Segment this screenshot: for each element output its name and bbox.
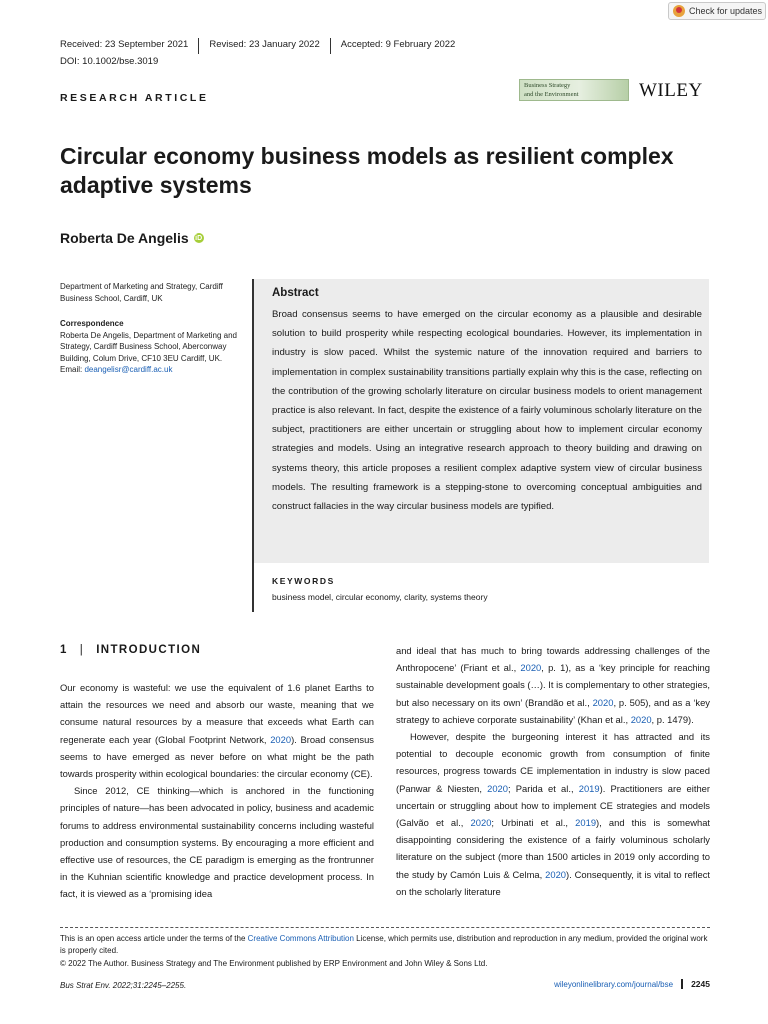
journal-url-link[interactable]: wileyonlinelibrary.com/journal/bse (554, 979, 674, 989)
journal-citation: Bus Strat Env. 2022;31:2245–2255. (60, 981, 187, 990)
footer-right (554, 979, 710, 989)
revised-date: Revised: 23 January 2022 (199, 38, 330, 54)
crossmark-icon (673, 5, 685, 17)
article-dates (60, 38, 465, 54)
footnote-divider (60, 927, 710, 928)
abstract-heading: Abstract (272, 287, 319, 299)
text-run: This is an open access article under the terms of the (60, 934, 248, 943)
license-text (60, 933, 710, 958)
section-number: 1 (60, 644, 68, 656)
orcid-icon[interactable]: iD (195, 234, 203, 242)
citation-link[interactable]: 2019 (578, 782, 600, 794)
text-run: License, which permits use, distribution and reproduction in any medium, provided the original work is properly cited. (60, 934, 708, 956)
article-type: RESEARCH ARTICLE (60, 92, 209, 104)
text-run: ). Practitioners are either uncertain or struggling about how to implement CE strategies and models (Galvão et al., (396, 782, 710, 829)
author-name: Roberta De Angelis (60, 230, 189, 246)
text-run: ). Consequently, it is vital to reflect on the scholarly literature (396, 868, 710, 897)
journal-logo (519, 79, 629, 101)
doi: DOI: 10.1002/bse.3019 (60, 56, 159, 67)
correspondence-heading: Correspondence (60, 319, 124, 328)
abstract-box (252, 279, 710, 612)
check-for-updates-label: Check for updates (689, 6, 763, 16)
citation-link[interactable]: 2020 (470, 817, 492, 829)
section-separator: | (79, 644, 85, 656)
text-run: , p. 505), and as a ‘key strategy to achieve corporate sustainability’ (Khan et al., (396, 696, 710, 725)
text-run: ; Parida et al., (507, 782, 579, 794)
citation-link[interactable]: 2019 (575, 817, 597, 829)
citation-link[interactable]: 2020 (545, 868, 567, 880)
article-title: Circular economy business models as resilient complex adaptive systems (60, 143, 674, 198)
copyright-text: © 2022 The Author. Business Strategy and The Environment published by ERP Environment and John Wiley & Sons Ltd. (60, 958, 488, 968)
keywords-text: business model, circular economy, clarity, systems theory (272, 592, 488, 602)
text-run: ), and this is somewhat disappointing considering the existence of a fairly voluminous scholarly literature on the subject (more than 1500 articles in 2019 only according to the study by Camón Luis & Celma, (396, 817, 711, 880)
affiliation: Department of Marketing and Strategy, Cardiff Business School, Cardiff, UK (60, 282, 223, 303)
text-run: ; Urbinati et al., (491, 817, 576, 829)
section-heading (60, 644, 201, 656)
abstract-text: Broad consensus seems to have emerged on the circular economy as a plausible and desirable solution to build prosperity while respecting ecological boundaries. However, its implementation in industry is slow paced. Whilst the systemic nature of the innovation required and barriers to implementation in complex sustainability transitions partially explain why this is the case, reflecting on the contribution of the growing scholarly literature on circular business models to orient management practice is also relevant. In fact, despite the existence of a fairly voluminous scholarly literature on the subject, practitioners are either uncertain or struggling about how to implement circular economy strategies and models. Using an integrative research approach to theory building and drawing on systems theory, this article proposes a resilient complex adaptive system view of circular business models. The resulting framework is a stepping-stone to overcoming conceptual ambiguities and construct fallacies in the way circular business models are typified. (272, 309, 702, 513)
correspondence-email-line (60, 364, 250, 376)
correspondence-block (60, 318, 250, 376)
check-for-updates-button[interactable] (668, 2, 766, 20)
correspondence-body: Roberta De Angelis, Department of Marketing and Strategy, Cardiff Business School, Aberconway Building, Colum Drive, CF10 3EU Cardiff, UK. (60, 330, 237, 363)
left-text-column (60, 679, 374, 903)
paragraph (60, 679, 374, 782)
affiliation-column (60, 281, 250, 376)
accepted-date: Accepted: 9 February 2022 (340, 39, 456, 50)
page-number: 2245 (681, 979, 710, 989)
text-run: , p. 1479). (651, 713, 694, 725)
paragraph (396, 642, 710, 728)
citation-link[interactable]: 2020 (592, 696, 614, 708)
text-run: and ideal that has much to bring towards addressing challenges of the Anthropocene’ (Friant et al., (396, 645, 710, 674)
paragraph (60, 782, 374, 902)
right-text-column (396, 642, 710, 900)
citation-link[interactable]: 2020 (520, 662, 542, 674)
text-run: ). Broad consensus seems to have emerged as never before on what might be the path towards prosperity within ecological boundaries: the circular economy (CE). (60, 733, 374, 780)
citation-link[interactable]: 2020 (487, 782, 508, 794)
journal-logo-line2: and the Environment (524, 90, 579, 98)
citation-link[interactable]: 2020 (630, 713, 652, 725)
license-footnote (60, 933, 710, 970)
citation-link[interactable]: 2020 (270, 733, 292, 745)
text-run: , p. 1), as a ‘key principle for reaching sustainable development goals (…). It is complementary to other strategies, but also necessary on its own’ (Brandão et al., (396, 662, 710, 708)
received-date: Received: 23 September 2021 (60, 38, 199, 54)
email-label: Email: (60, 365, 85, 374)
paragraph (396, 728, 710, 900)
text-run: Our economy is wasteful: we use the equivalent of 1.6 planet Earths to attain the resources we need and absorb our waste, meaning that we consume natural resources by a measure that exceeds what Earth can regenerate each year (Global Footprint Network, (60, 682, 374, 745)
email-link[interactable]: deangelisr@cardiff.ac.uk (84, 365, 173, 374)
section-title: INTRODUCTION (96, 644, 202, 656)
text-run: Since 2012, CE thinking—which is anchored in the functioning principles of nature—has been advocated in policy, business and academic forums to address environmental sustainability concerns including wasteful production and consumption systems. By encouraging a more efficient and effective use of resources, the CE paradigm is emerging as the frontrunner in the Kuhnian scientific knowledge and practice development process. In fact, it is viewed as a ‘promising idea (60, 785, 374, 900)
text-run: However, despite the burgeoning interest it has attracted and its potential to decouple economic growth from consumption of finite resources, progress towards CE implementation in industry is slow paced (Panwar & Niesten, (396, 731, 710, 794)
keywords-heading: KEYWORDS (272, 576, 335, 586)
publisher-logo: WILEY (639, 80, 703, 101)
license-link[interactable]: Creative Commons Attribution (247, 934, 354, 943)
journal-logo-line1: Business Strategy (524, 82, 571, 89)
author-line (60, 230, 204, 246)
